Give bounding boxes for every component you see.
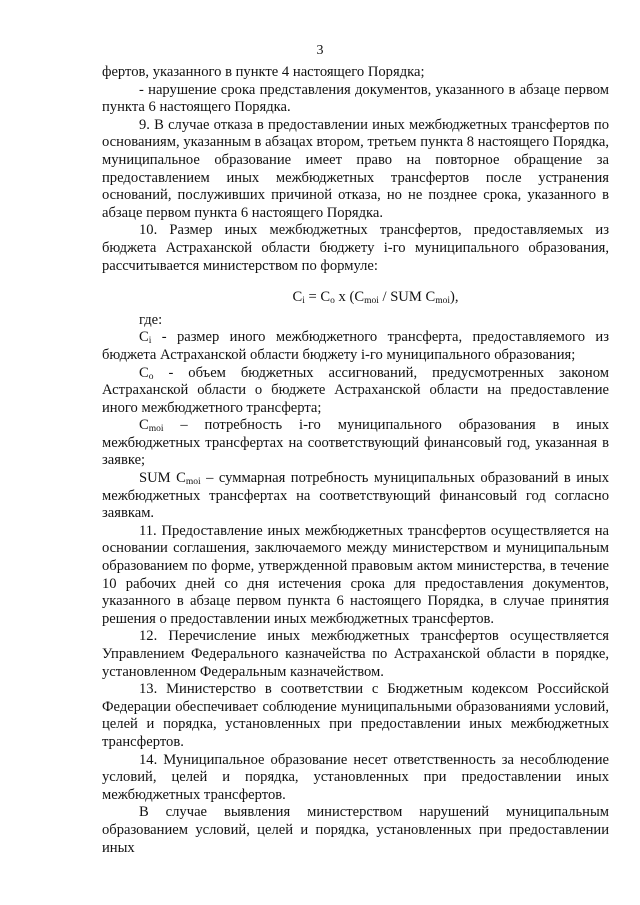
paragraph-14: 14. Муниципальное образование несет ответственность за несоблюдение условий, целей и порядка, установленных при предоставлении иных межбюджетных трансфертов. xyxy=(102,751,609,803)
definition-sum-cmoi: SUM $C_{moi}$ – суммарная потребность муниципальных образований в иных межбюджетных трансфертах на соответствующий финансовый год согласно заявкам. xyxy=(102,470,610,522)
definition-cmoi: $C_{moi}$ – потребность i-го муниципального образования в иных межбюджетных трансфертах на соответствующий финансовый год, указанная в заявке; xyxy=(102,417,609,469)
paragraph-11: 11. Предоставление иных межбюджетных трансфертов осуществляется на основании соглашения, заключаемого между министерством и муниципальным образованием по форме, утвержденной правовым актом министерства, в течение 10 рабочих дней со дня истечения срока для предоставления документов, указанного в абзаце первом пункта 6 настоящего Порядка, в случае принятия решения о предоставлении иных межбюджетных трансфертов. xyxy=(102,522,609,627)
definition-ci: $C_i$ - размер иного межбюджетного трансферта, предоставляемого из бюджета Астраханской области бюджету i-го муниципального образования; xyxy=(102,329,609,363)
paragraph-12: 12. Перечисление иных межбюджетных трансфертов осуществляется Управлением Федерального казначейства по Астраханской области в порядке, установленном Федеральным казначейством. xyxy=(102,628,609,680)
paragraph-continuation: фертов, указанного в пункте 4 настоящего Порядка; xyxy=(102,64,425,80)
paragraph-10: 10. Размер иных межбюджетных трансфертов, предоставляемых из бюджета Астраханской области бюджету i-го муниципального образования, рассчитывается министерством по формуле: xyxy=(102,222,609,274)
paragraph-violations: В случае выявления министерством нарушений муниципальным образованием условий, целей и порядка, установленных при предоставлении иных xyxy=(102,804,609,856)
paragraph-9: 9. В случае отказа в предоставлении иных межбюджетных трансфертов по основаниям, указанным в абзацах втором, третьем пункта 8 настоящего Порядка, муниципальное образование имеет право на повторное обращение за предоставлением иных межбюджетных трансфертов после устранения оснований, послуживших причиной отказа, но не позднее срока, указанного в абзаце первом пункта 6 настоящего Порядка. xyxy=(102,116,609,221)
formula: $C_i = C_o$ x ($C_{moi}$ / SUM $C_{moi}$), xyxy=(292,289,459,307)
paragraph-deadline-violation: - нарушение срока представления документов, указанного в абзаце первом пункта 6 настоящего Порядка. xyxy=(102,81,609,116)
page-number: 3 xyxy=(316,43,324,58)
where-label: где: xyxy=(139,311,163,328)
document-body xyxy=(102,64,609,857)
paragraph-13: 13. Министерство в соответствии с Бюджетным кодексом Российской Федерации обеспечивает соблюдение муниципальными образованиями условий, целей и порядка, установленных при предоставлении иных межбюджетных трансфертов. xyxy=(102,681,609,750)
definition-co: $C_o$ - объем бюджетных ассигнований, предусмотренных законом Астраханской области о бюджете Астраханской области на предоставление иного межбюджетного трансферта; xyxy=(102,364,609,416)
